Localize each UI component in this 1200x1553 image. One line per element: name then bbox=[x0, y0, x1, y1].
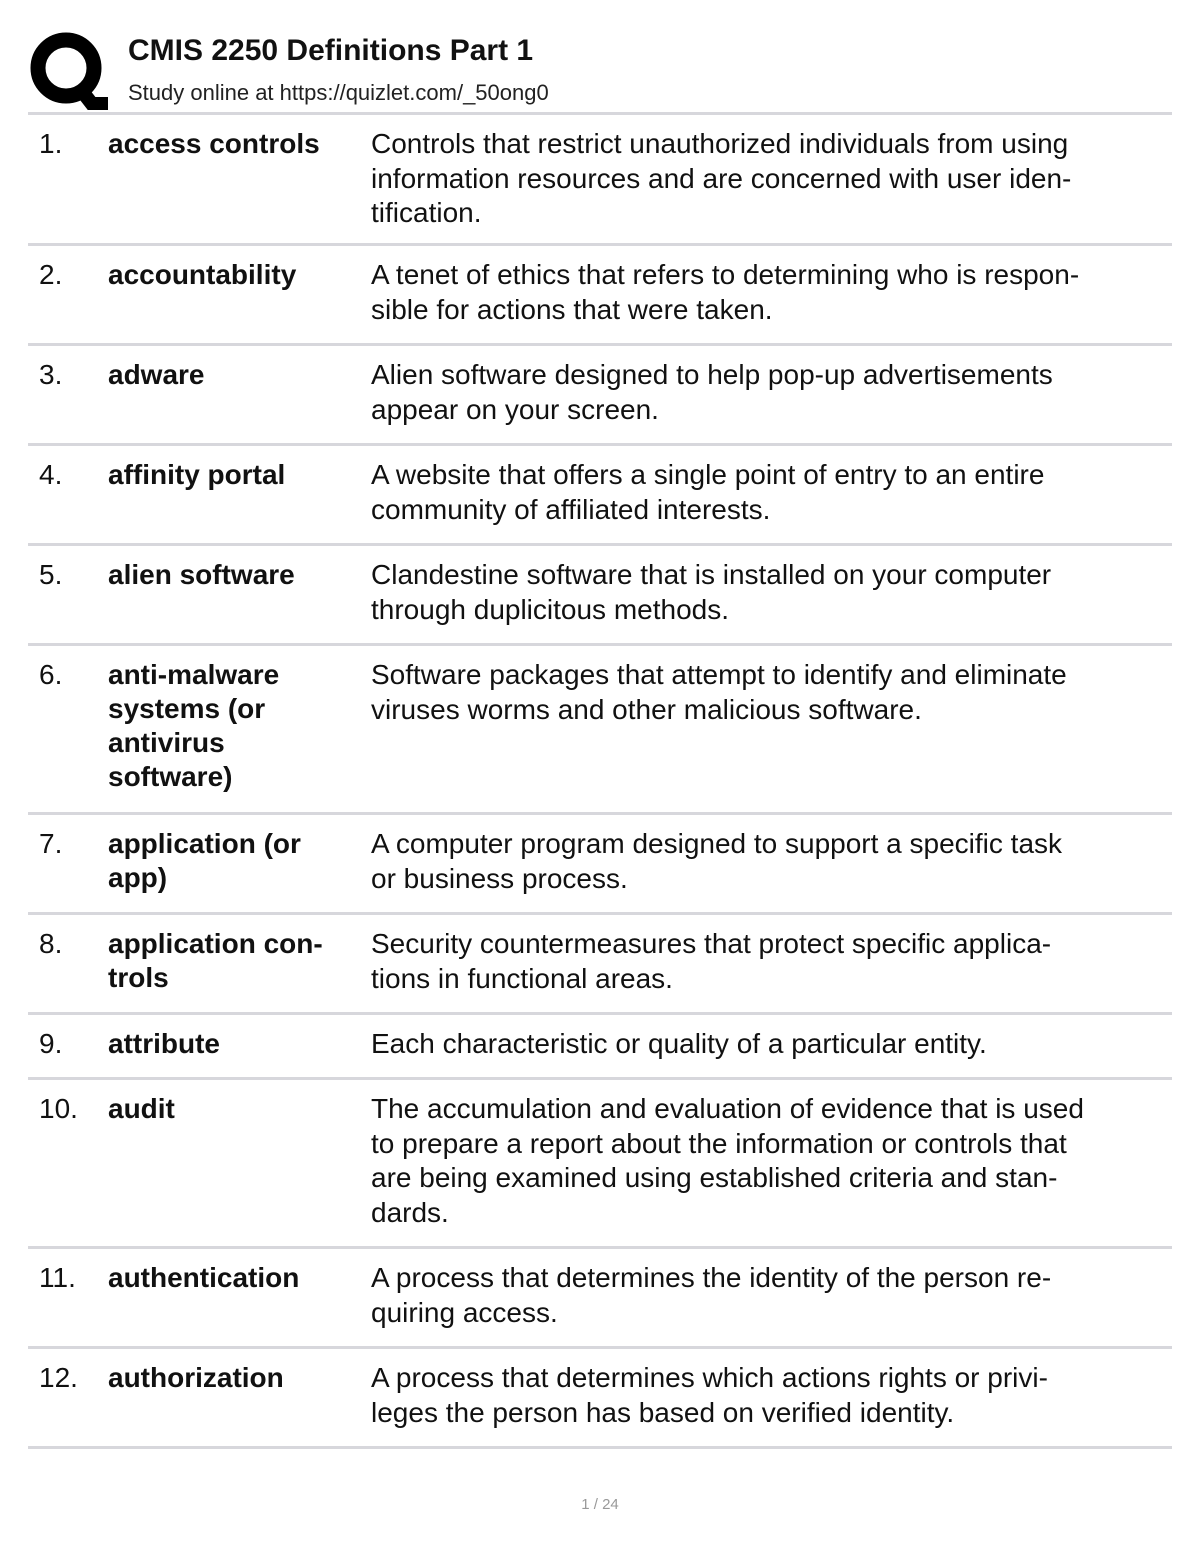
term-line: access controls bbox=[108, 128, 320, 159]
term bbox=[108, 1027, 363, 1061]
entry-number: 8. bbox=[39, 928, 63, 959]
term bbox=[108, 1092, 363, 1126]
definition-row bbox=[28, 1080, 1172, 1249]
term bbox=[108, 658, 363, 794]
definition-row bbox=[28, 1249, 1172, 1349]
definition-line: to prepare a report about the information or controls that bbox=[371, 1127, 1067, 1159]
definition-line: Security countermeasures that protect specific applica- bbox=[371, 928, 1052, 959]
entry-number: 3. bbox=[39, 359, 63, 390]
page-header bbox=[28, 30, 1172, 112]
term bbox=[108, 258, 363, 292]
definition-row bbox=[28, 546, 1172, 646]
definition-line: Controls that restrict unauthorized individuals from using bbox=[371, 128, 1069, 159]
page-title: CMIS 2250 Definitions Part 1 bbox=[128, 34, 534, 67]
definition bbox=[371, 127, 1171, 231]
entry-number: 9. bbox=[39, 1028, 63, 1059]
entry-number: 11. bbox=[39, 1262, 76, 1293]
definition bbox=[371, 658, 1171, 727]
term bbox=[108, 558, 363, 592]
term-line: attribute bbox=[108, 1028, 220, 1059]
definition bbox=[371, 1261, 1171, 1330]
definition-line: dards. bbox=[371, 1196, 449, 1228]
definition bbox=[371, 1027, 1171, 1062]
definition-line: viruses worms and other malicious software. bbox=[371, 693, 922, 725]
definition-line: A website that offers a single point of entry to an entire bbox=[371, 459, 1045, 490]
term-line: alien software bbox=[108, 559, 295, 590]
definition-line: appear on your screen. bbox=[371, 393, 659, 425]
term-line: audit bbox=[108, 1093, 175, 1124]
definition-line: A computer program designed to support a specific task bbox=[371, 828, 1063, 859]
entry-number: 4. bbox=[39, 459, 63, 490]
term-line: authorization bbox=[108, 1362, 284, 1393]
definition-line: through duplicitous methods. bbox=[371, 593, 729, 625]
term bbox=[108, 927, 363, 995]
term-line: application (or bbox=[108, 828, 301, 859]
definition-line: A tenet of ethics that refers to determining who is respon- bbox=[371, 259, 1080, 290]
term-line: trols bbox=[108, 962, 169, 993]
term-line: adware bbox=[108, 359, 205, 390]
entry-number: 2. bbox=[39, 259, 63, 290]
definition-line: community of affiliated interests. bbox=[371, 493, 771, 525]
definition-line: Clandestine software that is installed on your computer bbox=[371, 559, 1052, 590]
definition-row bbox=[28, 246, 1172, 346]
term-line: application con- bbox=[108, 928, 323, 959]
definition-line: The accumulation and evaluation of evidence that is used bbox=[371, 1093, 1084, 1124]
term-line: affinity portal bbox=[108, 459, 286, 490]
entry-number: 10. bbox=[39, 1093, 78, 1124]
definition-line: tions in functional areas. bbox=[371, 962, 673, 994]
definition bbox=[371, 258, 1171, 327]
term-line: software) bbox=[108, 761, 233, 792]
definition-line: Alien software designed to help pop-up advertisements bbox=[371, 359, 1053, 390]
definition-line: are being examined using established criteria and stan- bbox=[371, 1162, 1058, 1193]
term bbox=[108, 458, 363, 492]
entry-number: 7. bbox=[39, 828, 63, 859]
study-online-link-text[interactable]: Study online at https://quizlet.com/_50ong0 bbox=[128, 80, 549, 105]
definition-line: quiring access. bbox=[371, 1296, 558, 1328]
definition-row bbox=[28, 346, 1172, 446]
term bbox=[108, 127, 363, 161]
term bbox=[108, 1261, 363, 1295]
term-line: antivirus bbox=[108, 727, 225, 758]
entry-number: 12. bbox=[39, 1362, 78, 1393]
definition-row bbox=[28, 815, 1172, 915]
definitions-list bbox=[28, 115, 1172, 1449]
definition-line: sible for actions that were taken. bbox=[371, 293, 773, 325]
page-number: 1 / 24 bbox=[581, 1496, 619, 1513]
term-line: systems (or bbox=[108, 693, 266, 724]
definition-line: A process that determines the identity of the person re- bbox=[371, 1262, 1052, 1293]
term bbox=[108, 1361, 363, 1395]
term-line: anti-malware bbox=[108, 659, 280, 690]
definition-row bbox=[28, 446, 1172, 546]
definition bbox=[371, 1361, 1171, 1430]
definition bbox=[371, 558, 1171, 627]
entry-number: 1. bbox=[39, 128, 63, 159]
definition-row bbox=[28, 1349, 1172, 1449]
definition-line: leges the person has based on verified identity. bbox=[371, 1396, 955, 1428]
entry-number: 5. bbox=[39, 559, 63, 590]
definition bbox=[371, 458, 1171, 527]
definition bbox=[371, 827, 1171, 896]
quizlet-q-logo-icon bbox=[28, 30, 108, 110]
definition-row bbox=[28, 1015, 1172, 1080]
definition-line: or business process. bbox=[371, 862, 628, 894]
definition-line: information resources and are concerned with user iden- bbox=[371, 162, 1072, 194]
definition-line: tification. bbox=[371, 197, 482, 228]
term bbox=[108, 827, 363, 895]
definition bbox=[371, 927, 1171, 996]
definition-row bbox=[28, 646, 1172, 815]
definition bbox=[371, 358, 1171, 427]
definition-line: Software packages that attempt to identify and eliminate bbox=[371, 659, 1067, 690]
term-line: authentication bbox=[108, 1262, 300, 1293]
definition-line: Each characteristic or quality of a particular entity. bbox=[371, 1028, 987, 1059]
term-line: app) bbox=[108, 862, 168, 893]
entry-number: 6. bbox=[39, 659, 63, 690]
definition-row bbox=[28, 915, 1172, 1015]
term bbox=[108, 358, 363, 392]
definition-line: A process that determines which actions rights or privi- bbox=[371, 1362, 1048, 1393]
term-line: accountability bbox=[108, 259, 297, 290]
definition bbox=[371, 1092, 1171, 1230]
definition-row bbox=[28, 115, 1172, 246]
